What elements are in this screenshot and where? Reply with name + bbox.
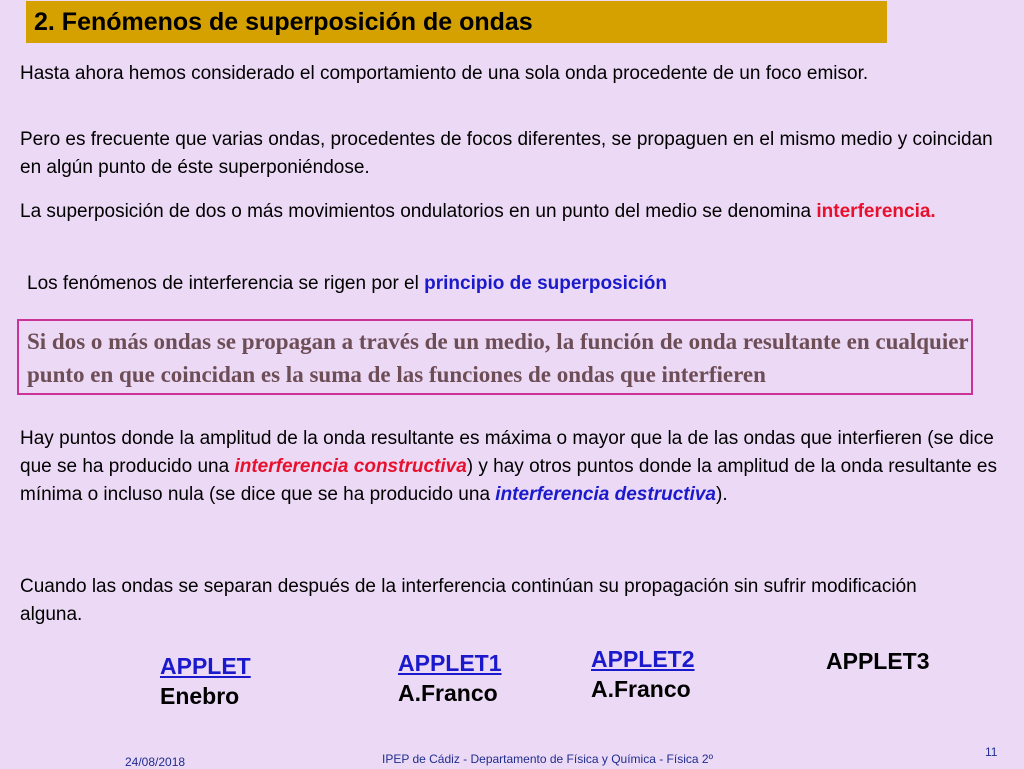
applet1-link[interactable]: APPLET1 <box>398 650 502 676</box>
applet-group-1 <box>160 651 251 711</box>
applet1-author: A.Franco <box>398 680 498 706</box>
applet-group-2 <box>398 648 502 708</box>
destructive-interference-term: interferencia destructiva <box>495 484 716 505</box>
paragraph-definition <box>20 198 1000 226</box>
interference-text-3: ). <box>716 484 728 505</box>
applet-group-3 <box>591 644 695 704</box>
applet-author: Enebro <box>160 683 240 709</box>
applet-link[interactable]: APPLET <box>160 653 251 679</box>
paragraph-after-interference: Cuando las ondas se separan después de la interferencia continúan su propagación sin sufrir modificación alguna. <box>20 576 917 625</box>
interference-text-2: ) y hay otros puntos donde la amplitud de la onda resultante es mínima o incluso nula (se dice que se ha producido una <box>20 456 997 505</box>
superposition-principle-box: Si dos o más ondas se propagan a través de un medio, la función de onda resultante en cualquier punto en que coincidan es la suma de las funciones de ondas que interfieren <box>17 319 973 395</box>
constructive-interference-term: interferencia constructiva <box>234 456 467 477</box>
principle-intro-text: Los fenómenos de interferencia se rigen por el <box>27 273 425 294</box>
footer-page-number: 11 <box>985 745 998 759</box>
slide-title: 2. Fenómenos de superposición de ondas <box>26 1 887 43</box>
footer-center-text: IPEP de Cádiz - Departamento de Física y Química - Física 2º <box>382 752 713 766</box>
paragraph-intro: Hasta ahora hemos considerado el comportamiento de una sola onda procedente de un foco emisor. <box>20 63 869 84</box>
paragraph-interference-types <box>20 425 1000 509</box>
principle-term: principio de superposición <box>424 273 667 294</box>
interference-text-1: Hay puntos donde la amplitud de la onda resultante es máxima o mayor que la de las ondas que interfieren (se dice que se ha producido una <box>20 428 994 477</box>
paragraph-principle-intro <box>27 270 1007 298</box>
interference-term: interferencia. <box>816 201 936 222</box>
paragraph-multiple-waves: Pero es frecuente que varias ondas, procedentes de focos diferentes, se propaguen en el mismo medio y coincidan en algún punto de éste superponiéndose. <box>20 129 993 178</box>
applet2-author: A.Franco <box>591 676 691 702</box>
definition-text: La superposición de dos o más movimientos ondulatorios en un punto del medio se denomina <box>20 201 817 222</box>
footer-date: 24/08/2018 <box>125 755 186 769</box>
applet-group-4 <box>826 646 930 676</box>
applet3-label[interactable]: APPLET3 <box>826 648 930 674</box>
applet2-link[interactable]: APPLET2 <box>591 646 695 672</box>
